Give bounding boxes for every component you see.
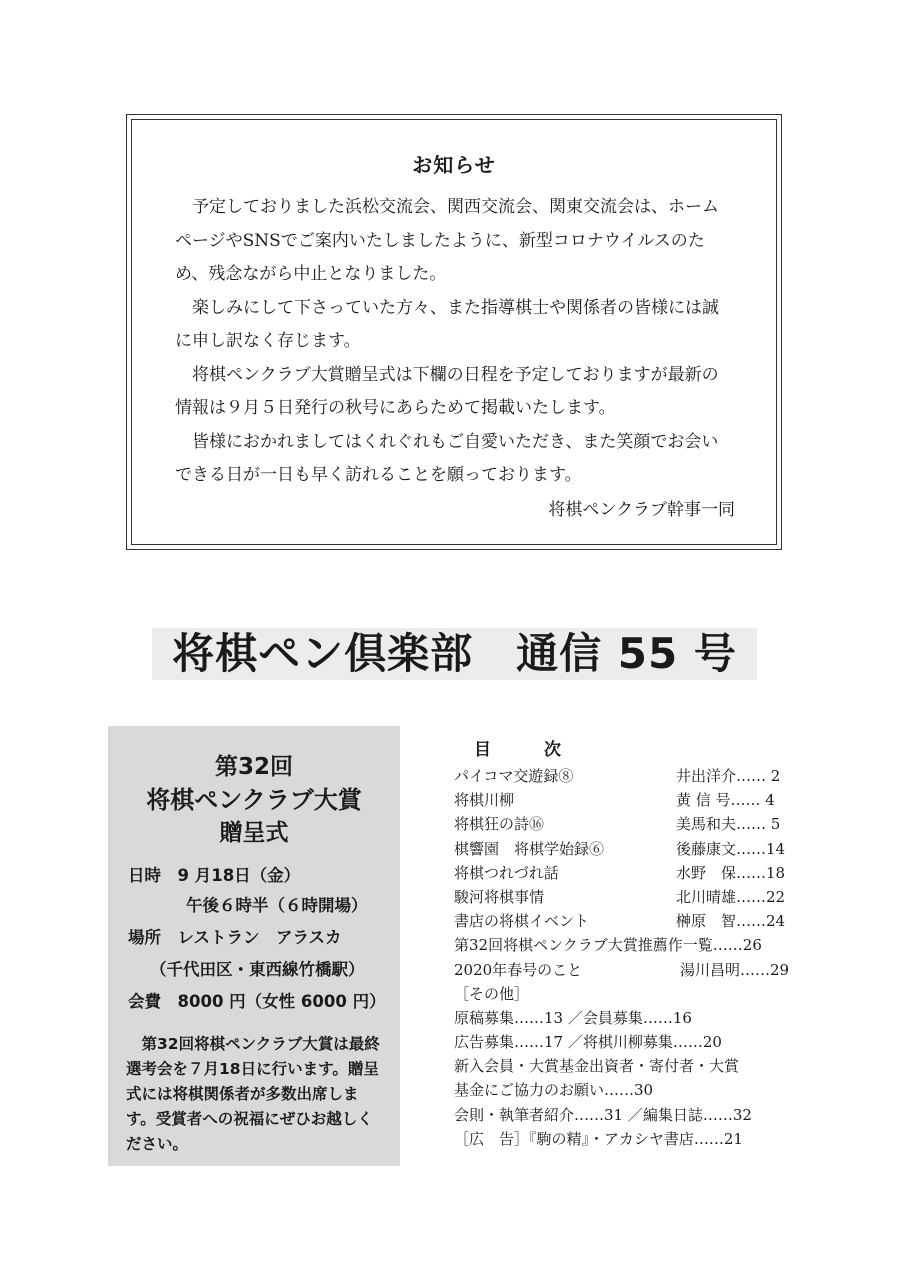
award-subtitle: 贈呈式 xyxy=(219,820,289,846)
toc-entry xyxy=(454,788,802,812)
toc-other-line: ［広 告］『駒の精』・アカシヤ書店……21 xyxy=(454,1129,743,1148)
toc-entry-title: 将棋つれづれ話 xyxy=(454,863,559,882)
award-panel xyxy=(108,726,400,1166)
toc-entry xyxy=(454,958,802,982)
toc-other-line: 原稿募集……13 ／会員募集……16 xyxy=(454,1008,692,1027)
toc-entry-title: 書店の将棋イベント xyxy=(454,912,590,931)
toc-other-line: 基金にご協力のお願い……30 xyxy=(454,1081,654,1100)
toc-entry-author: 後藤康文……14 xyxy=(676,839,786,858)
toc-other-line: 広告募集……17 ／将棋川柳募集……20 xyxy=(454,1033,722,1052)
award-edition: 第32回 xyxy=(214,754,293,780)
toc-entry xyxy=(454,885,802,909)
notice-title: お知らせ xyxy=(412,153,496,177)
notice-paragraph: 予定しておりました浜松交流会、関西交流会、関東交流会は、ホームページやSNSでご案内いたしましたように、新型コロナウイルスのため、残念ながら中止となりました。 xyxy=(175,197,719,284)
notice-paragraph: 皆様におかれましてはくれぐれもご自愛いただき、また笑顔でお会いできる日が一日も早く訪れることを願っております。 xyxy=(175,431,719,485)
award-fee: 会費 8000 円（女性 6000 円） xyxy=(128,992,386,1011)
toc-entry-author: 美馬和夫…… 5 xyxy=(676,815,781,834)
toc-entry-author: 黄 信 号…… 4 xyxy=(676,791,775,810)
toc-entry xyxy=(454,837,802,861)
toc-recommend-line: 第32回将棋ペンクラブ大賞推薦作一覧……26 xyxy=(454,936,762,955)
award-date: 日時 9 月18日（金） xyxy=(128,866,301,885)
table-of-contents xyxy=(454,764,802,1151)
toc-entry xyxy=(454,764,802,788)
toc-entry-author: 井出洋介…… 2 xyxy=(676,767,781,785)
notice-box xyxy=(126,114,782,550)
notice-signature: 将棋ペンクラブ幹事一同 xyxy=(548,500,735,520)
toc-entry-title: 棋響園 将棋学始録⑥ xyxy=(454,839,605,858)
toc-entry-author: 水野 保……18 xyxy=(676,863,786,882)
toc-entry-author: 湯川昌明……29 xyxy=(680,960,790,979)
award-location: （千代田区・東西線竹橋駅） xyxy=(150,960,365,979)
toc-entry xyxy=(454,909,802,933)
toc-entry-title: 将棋川柳 xyxy=(454,791,515,810)
award-time: 午後６時半（６時開場） xyxy=(186,896,368,915)
award-title: 将棋ペンクラブ大賞 xyxy=(146,786,362,814)
toc-entry-title: 駿河将棋事情 xyxy=(454,887,545,906)
toc-entry xyxy=(454,812,802,836)
toc-other-line: 新入会員・大賞基金出資者・寄付者・大賞 xyxy=(454,1057,740,1076)
toc-entry-author: 北川晴雄……22 xyxy=(676,887,786,906)
notice-body xyxy=(175,191,735,493)
newsletter-banner xyxy=(152,628,757,680)
notice-paragraph: 楽しみにして下さっていた方々、また指導棋士や関係者の皆様には誠に申し訳なく存じます。 xyxy=(175,297,719,351)
toc-others-heading: ［その他］ xyxy=(454,984,530,1003)
toc-entry-author: 榊原 智……24 xyxy=(676,912,786,931)
toc-entry xyxy=(454,861,802,885)
newsletter-title: 将棋ペン倶楽部 通信 55 号 xyxy=(172,629,737,678)
award-note-text: 第32回将棋ペンクラブ大賞は最終選考会を７月18日に行います。贈呈式には将棋関係者が多数出席します。受賞者への祝福にぜひお越しください。 xyxy=(126,1035,380,1153)
notice-paragraph: 将棋ペンクラブ大賞贈呈式は下欄の日程を予定しておりますが最新の情報は９月５日発行の秋号にあらためて掲載いたします。 xyxy=(175,364,719,418)
toc-heading: 目 次 xyxy=(474,740,579,760)
toc-entry-title: 2020年春号のこと xyxy=(454,960,583,979)
toc-other-line: 会則・執筆者紹介……31 ／編集日誌……32 xyxy=(454,1105,752,1124)
award-place: 場所 レストラン アラスカ xyxy=(128,928,342,947)
toc-entry-title: 将棋狂の詩⑯ xyxy=(454,815,545,834)
toc-entry-title: パイコマ交遊録⑧ xyxy=(454,767,574,785)
award-note xyxy=(126,1032,388,1157)
